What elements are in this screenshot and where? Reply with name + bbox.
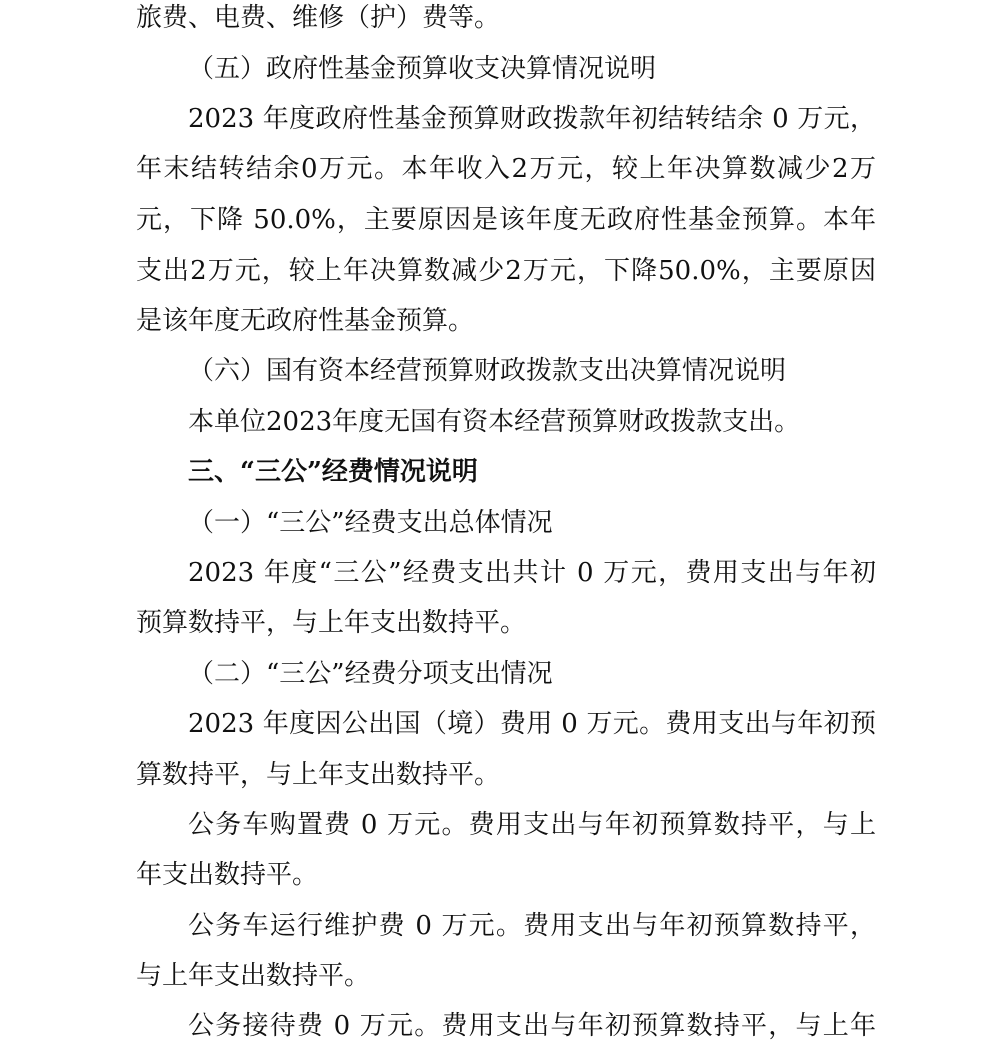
- paragraph-line: 公务接待费 0 万元。费用支出与年初预算数持平，与上年: [188, 1011, 876, 1041]
- section-heading-6: （六）国有资本经营预算财政拨款支出决算情况说明: [188, 356, 787, 386]
- chapter-heading-3: 三、“三公”经费情况说明: [188, 457, 478, 487]
- paragraph-line: 预算数持平，与上年支出数持平。: [136, 608, 527, 638]
- paragraph-line: 年支出数持平。: [136, 860, 319, 890]
- paragraph-line: 2023 年度政府性基金预算财政拨款年初结转结余 0 万元，: [188, 104, 876, 134]
- paragraph-line: 公务车运行维护费 0 万元。费用支出与年初预算数持平，: [188, 911, 876, 941]
- paragraph-line: 年末结转结余0万元。本年收入2万元，较上年决算数减少2万: [136, 154, 876, 184]
- section-heading-1: （一）“三公”经费支出总体情况: [188, 508, 553, 538]
- paragraph-line: 是该年度无政府性基金预算。: [136, 306, 475, 336]
- paragraph-line: 本单位2023年度无国有资本经营预算财政拨款支出。: [188, 407, 801, 437]
- paragraph-line: 与上年支出数持平。: [136, 961, 371, 991]
- paragraph-line: 2023 年度“三公”经费支出共计 0 万元，费用支出与年初: [188, 558, 876, 588]
- paragraph-line: 支出2万元，较上年决算数减少2万元，下降50.0%，主要原因: [136, 256, 876, 286]
- section-heading-5: （五）政府性基金预算收支决算情况说明: [188, 54, 657, 84]
- section-heading-2: （二）“三公”经费分项支出情况: [188, 659, 553, 689]
- paragraph-line: 公务车购置费 0 万元。费用支出与年初预算数持平，与上: [188, 810, 876, 840]
- paragraph-line: 2023 年度因公出国（境）费用 0 万元。费用支出与年初预: [188, 709, 876, 739]
- paragraph-line: 旅费、电费、维修（护）费等。: [136, 3, 501, 33]
- paragraph-line: 算数持平，与上年支出数持平。: [136, 760, 501, 790]
- paragraph-line: 元，下降 50.0%，主要原因是该年度无政府性基金预算。本年: [136, 205, 876, 235]
